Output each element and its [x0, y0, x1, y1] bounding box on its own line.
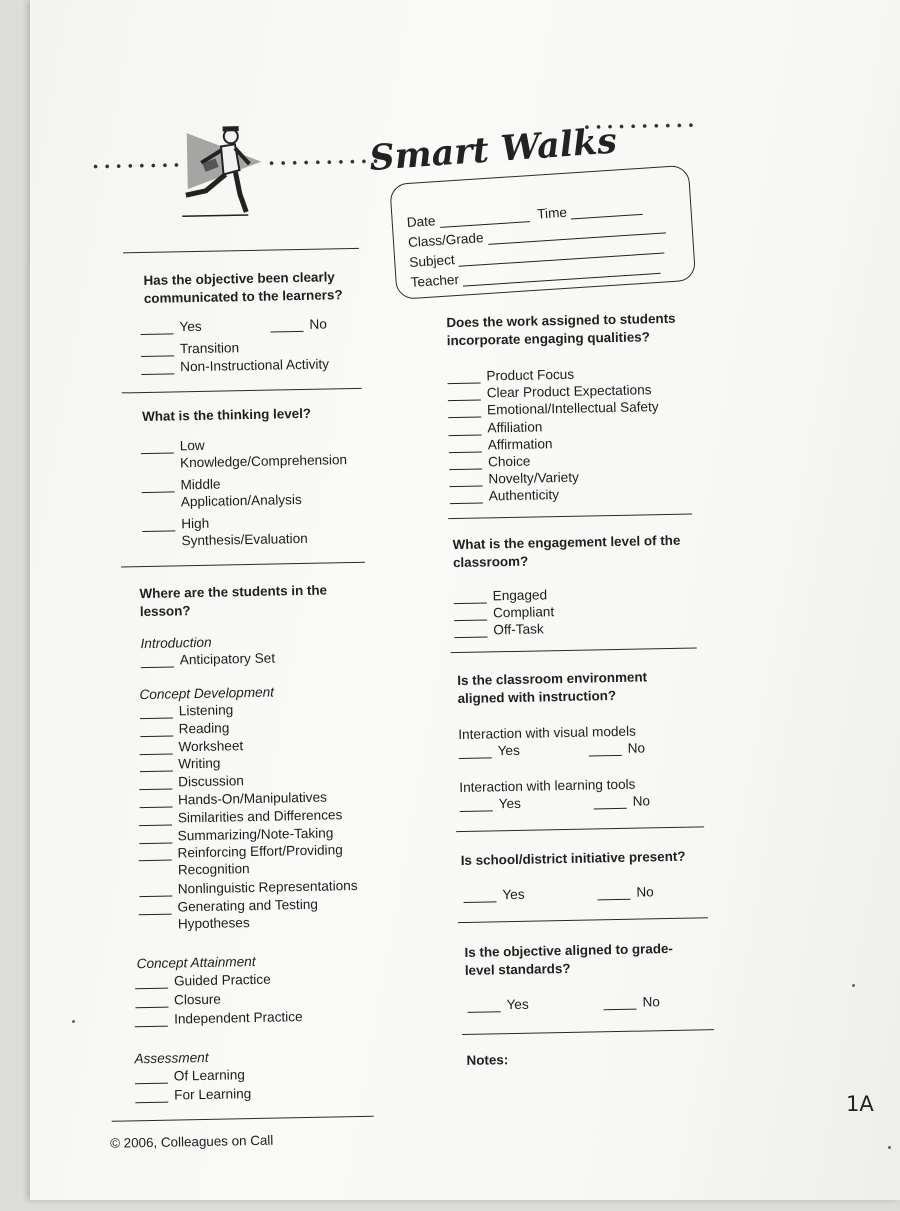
checklist-item[interactable] — [139, 756, 220, 773]
question-environment-aligned: Is the classroom environment aligned with instruction? — [457, 669, 648, 707]
checklist-item[interactable] — [140, 720, 230, 737]
question-standards-aligned: Is the objective aligned to grade-level standards? — [464, 940, 673, 978]
checklist-item[interactable] — [450, 487, 560, 504]
divider — [462, 1029, 714, 1035]
checklist-item[interactable] — [139, 825, 334, 844]
question-thinking-level: What is the thinking level? — [142, 405, 312, 425]
teacher-label: Teacher — [410, 271, 460, 290]
header-dots-mid: •••••••••• — [269, 153, 385, 171]
checklist-item-label: Compliant — [492, 604, 555, 621]
checklist-item[interactable] — [449, 436, 553, 453]
checklist-item[interactable] — [448, 419, 542, 436]
checklist-item-label: Closure — [173, 991, 222, 1008]
checklist-item-label: Summarizing/Note-Taking — [177, 825, 334, 844]
standards-no-option[interactable]: No — [603, 994, 660, 1010]
checklist-item[interactable] — [454, 587, 548, 604]
checklist-item-label: Listening — [178, 702, 234, 719]
checklist-item[interactable] — [138, 842, 343, 878]
option-no[interactable]: No — [270, 316, 327, 332]
checklist-item[interactable] — [135, 1009, 303, 1027]
checklist-item[interactable] — [454, 604, 554, 621]
page-title: Smart Walks — [367, 120, 619, 180]
checklist-item-label: Emotional/Intellectual Safety — [486, 399, 659, 418]
checklist-item-label: Nonlinguistic Representations — [177, 878, 358, 897]
handwritten-note: 1A — [846, 1092, 874, 1116]
divider — [122, 388, 362, 394]
tools-yes-option[interactable]: Yes — [460, 796, 521, 812]
time-label: Time — [536, 204, 568, 222]
time-field[interactable] — [571, 202, 644, 220]
date-field[interactable] — [439, 209, 530, 228]
teacher-field[interactable] — [463, 261, 661, 287]
checklist-item-label: Product Focus — [486, 366, 575, 384]
checklist-item-label: Novelty/Variety — [488, 469, 579, 487]
header-dots-right: •••••••••• — [584, 117, 701, 135]
checklist-item[interactable] — [139, 807, 343, 826]
checklist-item-label: Hands-On/Manipulatives — [177, 789, 328, 808]
question-engaging-qualities: Does the work assigned to students incorporate engaging qualities? — [446, 310, 676, 349]
standards-yes-option[interactable]: Yes — [467, 997, 528, 1013]
section-introduction: Introduction — [140, 634, 212, 652]
checklist-item-continuation: Recognition — [177, 861, 250, 878]
question-engagement-level: What is the engagement level of the classroom? — [452, 532, 681, 571]
divider — [448, 514, 692, 520]
checklist-item-label: Similarities and Differences — [177, 807, 343, 826]
visual-yes-option[interactable]: Yes — [459, 743, 520, 759]
option-transition[interactable]: Transition — [141, 340, 239, 357]
option-anticipatory-set[interactable]: Anticipatory Set — [141, 651, 275, 669]
paper-speck — [852, 984, 855, 987]
checklist-item-label: Reading — [178, 720, 230, 737]
visual-models-label: Interaction with visual models — [458, 723, 636, 743]
checklist-item-label: Clear Product Expectations — [486, 382, 652, 401]
notes-label: Notes: — [466, 1052, 509, 1068]
divider — [458, 917, 708, 923]
option-middle[interactable]: Middle Application/Analysis — [141, 477, 220, 494]
section-assessment: Assessment — [134, 1049, 209, 1067]
divider — [456, 826, 704, 832]
question-initiative-present: Is school/district initiative present? — [460, 848, 686, 869]
paper-speck — [888, 1146, 891, 1149]
section-concept-attainment: Concept Attainment — [136, 953, 256, 972]
checklist-item-label: Generating and Testing — [177, 896, 319, 915]
checklist-item[interactable] — [449, 470, 579, 487]
checklist-item-label: Off-Task — [493, 621, 544, 638]
class-grade-label: Class/Grade — [407, 230, 484, 251]
divider — [112, 1116, 374, 1122]
checklist-item-label: Guided Practice — [173, 971, 271, 989]
initiative-yes-option[interactable]: Yes — [463, 887, 524, 903]
checklist-item[interactable] — [138, 896, 319, 932]
checklist-item[interactable] — [139, 878, 358, 897]
date-label: Date — [406, 213, 436, 231]
question-lesson-stage: Where are the students in the lesson? — [139, 582, 328, 620]
checklist-item-label: Discussion — [178, 773, 245, 790]
checklist-item[interactable] — [135, 1086, 251, 1103]
checklist-item-label: Reinforcing Effort/Providing — [177, 842, 343, 861]
checklist-item-label: For Learning — [174, 1086, 252, 1103]
checklist-item-label: Worksheet — [178, 737, 244, 754]
question-objective-communicated: Has the objective been clearly communicated to the learners? — [143, 269, 343, 306]
checklist-item-label: Writing — [178, 755, 221, 772]
divider — [121, 562, 365, 568]
checklist-item[interactable] — [139, 790, 327, 809]
tools-no-option[interactable]: No — [593, 793, 650, 809]
checklist-item-label: Affirmation — [487, 435, 553, 453]
learning-tools-label: Interaction with learning tools — [459, 776, 636, 796]
option-yes[interactable]: Yes — [140, 319, 201, 335]
checklist-item[interactable] — [449, 454, 531, 471]
checklist-item-label: Independent Practice — [173, 1009, 303, 1027]
checklist-item-label: Engaged — [492, 587, 548, 604]
divider — [451, 647, 697, 653]
checklist-item[interactable] — [448, 382, 652, 401]
paper-speck — [72, 1020, 75, 1023]
checklist-item-label: Of Learning — [173, 1067, 246, 1084]
section-concept-development: Concept Development — [139, 684, 275, 703]
checklist-item[interactable] — [140, 702, 234, 719]
checklist-item[interactable] — [135, 992, 221, 1009]
header-dots-left: •••••••• — [93, 157, 186, 174]
option-high[interactable]: High Synthesis/Evaluation — [142, 516, 209, 532]
checklist-item[interactable] — [454, 621, 544, 638]
checklist-item[interactable] — [135, 1067, 245, 1084]
divider — [123, 248, 359, 254]
checklist-item-label: Authenticity — [488, 487, 560, 504]
checklist-item-label: Affiliation — [487, 418, 543, 436]
checklist-item[interactable] — [139, 738, 243, 755]
option-non-instructional[interactable]: Non-Instructional Activity — [141, 356, 329, 375]
checklist-item-label: Choice — [487, 453, 531, 470]
checklist-item[interactable] — [447, 367, 574, 384]
checklist-item[interactable] — [135, 972, 271, 990]
checklist-item[interactable] — [448, 400, 659, 419]
info-box — [389, 165, 696, 300]
initiative-no-option[interactable]: No — [597, 884, 654, 900]
checklist-item-continuation: Hypotheses — [177, 915, 250, 932]
visual-no-option[interactable]: No — [588, 740, 645, 756]
copyright-notice: © 2006, Colleagues on Call — [109, 1132, 274, 1151]
checklist-item[interactable] — [139, 773, 244, 790]
option-low[interactable]: Low Knowledge/Comprehension — [141, 438, 205, 454]
subject-label: Subject — [408, 252, 456, 270]
